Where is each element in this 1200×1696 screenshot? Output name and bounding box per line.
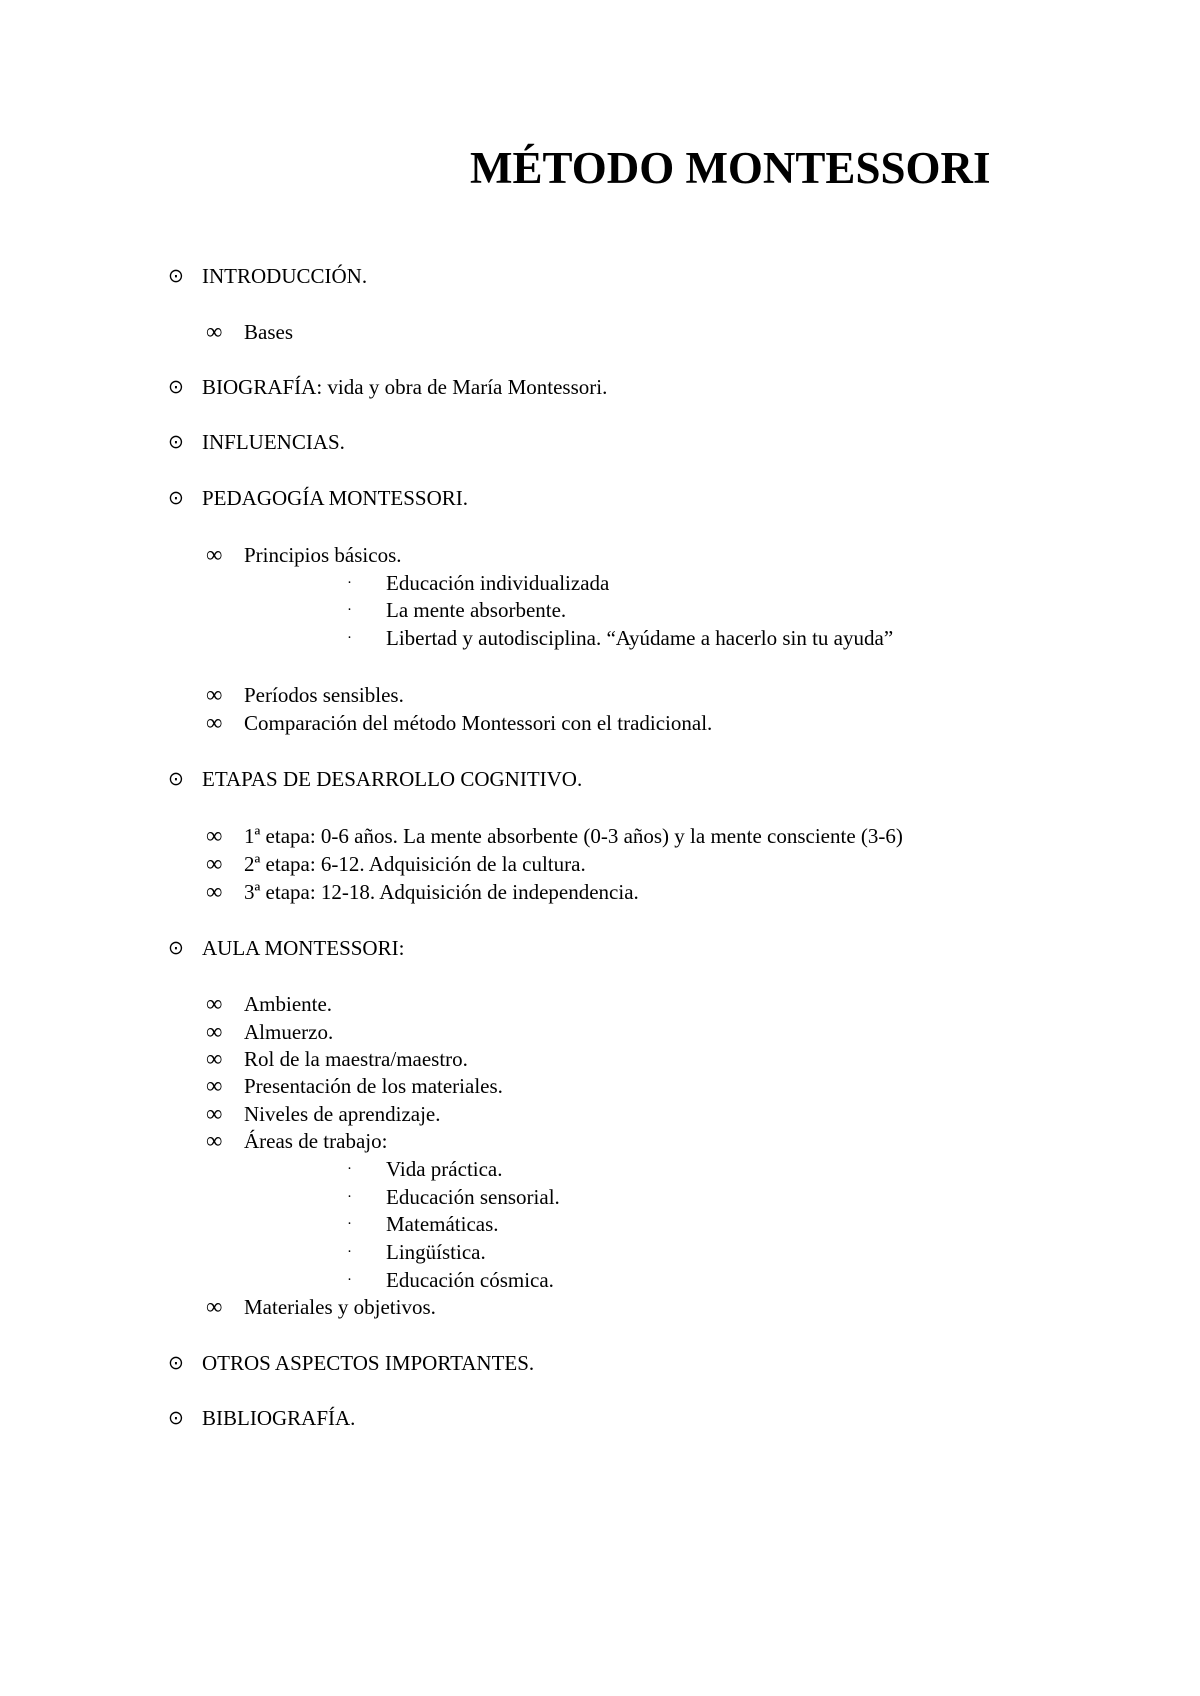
outline-item-level-2 [206,542,402,568]
outline-item-text: La mente absorbente. [386,598,567,622]
outline-item-text: Principios básicos. [244,543,402,567]
outline-item-level-2 [206,851,586,877]
outline-item-text: ETAPAS DE DESARROLLO COGNITIVO. [202,767,583,791]
outline-item-level-2 [206,1294,436,1320]
infinity-bullet-icon: ∞ [206,682,223,707]
outline-item-level-3 [347,570,609,599]
infinity-bullet-icon: ∞ [206,542,223,567]
outline-item-text: Ambiente. [244,992,333,1016]
outline-item-level-3 [347,1156,503,1185]
infinity-bullet-icon: ∞ [206,319,223,344]
outline-item-text: INFLUENCIAS. [202,430,345,454]
outline-item-level-1 [168,766,582,793]
outline-item-level-2 [206,1046,468,1072]
dot-bullet-icon: · [347,1189,352,1205]
circled-dot-bullet-icon: ⊙ [168,768,184,790]
outline-item-text: Libertad y autodisciplina. “Ayúdame a hacerlo sin tu ayuda” [386,626,894,650]
infinity-bullet-icon: ∞ [206,991,223,1016]
infinity-bullet-icon: ∞ [206,823,223,848]
outline-item-level-3 [347,1267,554,1296]
outline-item-text: Comparación del método Montessori con el tradicional. [244,711,713,735]
outline-item-text: Períodos sensibles. [244,683,404,707]
outline-item-level-1 [168,374,607,401]
outline-item-text: Vida práctica. [386,1157,503,1181]
outline-item-text: AULA MONTESSORI: [202,936,405,960]
outline-item-level-1 [168,263,367,290]
outline-item-level-1 [168,1405,355,1432]
outline-item-level-2 [206,319,293,345]
outline-item-level-1 [168,485,468,512]
circled-dot-bullet-icon: ⊙ [168,487,184,509]
infinity-bullet-icon: ∞ [206,1019,223,1044]
outline-item-text: Materiales y objetivos. [244,1295,436,1319]
outline-item-text: 3ª etapa: 12-18. Adquisición de independencia. [244,880,639,904]
outline-item-level-2 [206,1019,333,1045]
outline-item-text: Rol de la maestra/maestro. [244,1047,468,1071]
outline-item-level-1 [168,429,345,456]
outline-item-level-3 [347,1184,560,1213]
dot-bullet-icon: · [347,575,352,591]
dot-bullet-icon: · [347,602,352,618]
infinity-bullet-icon: ∞ [206,1073,223,1098]
dot-bullet-icon: · [347,630,352,646]
outline-item-level-2 [206,1073,503,1099]
outline-item-level-2 [206,879,639,905]
outline-item-level-2 [206,710,712,736]
outline-item-text: Educación sensorial. [386,1185,560,1209]
outline-item-text: Educación individualizada [386,571,610,595]
outline-item-level-2 [206,1101,441,1127]
outline-item-text: Lingüística. [386,1240,486,1264]
outline-item-text: Niveles de aprendizaje. [244,1102,441,1126]
outline-item-text: BIBLIOGRAFÍA. [202,1406,356,1430]
circled-dot-bullet-icon: ⊙ [168,431,184,453]
outline-item-text: Almuerzo. [244,1020,334,1044]
outline-item-level-2 [206,823,903,849]
infinity-bullet-icon: ∞ [206,879,223,904]
outline-item-level-2 [206,682,404,708]
dot-bullet-icon: · [347,1272,352,1288]
circled-dot-bullet-icon: ⊙ [168,265,184,287]
outline-item-text: Educación cósmica. [386,1268,554,1292]
outline-item-text: PEDAGOGÍA MONTESSORI. [202,486,469,510]
outline-item-text: 1ª etapa: 0-6 años. La mente absorbente (0-3 años) y la mente consciente (3-6) [244,824,903,848]
outline-item-level-2 [206,1128,387,1154]
outline-item-level-1 [168,1350,534,1377]
outline-item-text: INTRODUCCIÓN. [202,264,368,288]
outline-item-text: 2ª etapa: 6-12. Adquisición de la cultura. [244,852,586,876]
outline-item-level-1 [168,935,404,962]
outline-item-text: Presentación de los materiales. [244,1074,503,1098]
outline-item-level-2 [206,991,332,1017]
infinity-bullet-icon: ∞ [206,1128,223,1153]
outline-item-level-3 [347,1239,486,1268]
dot-bullet-icon: · [347,1244,352,1260]
circled-dot-bullet-icon: ⊙ [168,1352,184,1374]
infinity-bullet-icon: ∞ [206,1101,223,1126]
outline-item-level-3 [347,597,566,626]
dot-bullet-icon: · [347,1161,352,1177]
circled-dot-bullet-icon: ⊙ [168,1407,184,1429]
outline-item-text: OTROS ASPECTOS IMPORTANTES. [202,1351,535,1375]
infinity-bullet-icon: ∞ [206,851,223,876]
circled-dot-bullet-icon: ⊙ [168,937,184,959]
outline-item-level-3 [347,625,893,654]
outline-item-text: Áreas de trabajo: [244,1129,388,1153]
infinity-bullet-icon: ∞ [206,710,223,735]
circled-dot-bullet-icon: ⊙ [168,376,184,398]
outline-item-text: Bases [244,320,293,344]
outline-item-text: Matemáticas. [386,1212,499,1236]
outline-item-level-3 [347,1211,499,1240]
dot-bullet-icon: · [347,1216,352,1232]
infinity-bullet-icon: ∞ [206,1046,223,1071]
document-title: MÉTODO MONTESSORI [470,143,991,193]
outline-item-text: BIOGRAFÍA: vida y obra de María Montessori. [202,375,608,399]
infinity-bullet-icon: ∞ [206,1294,223,1319]
